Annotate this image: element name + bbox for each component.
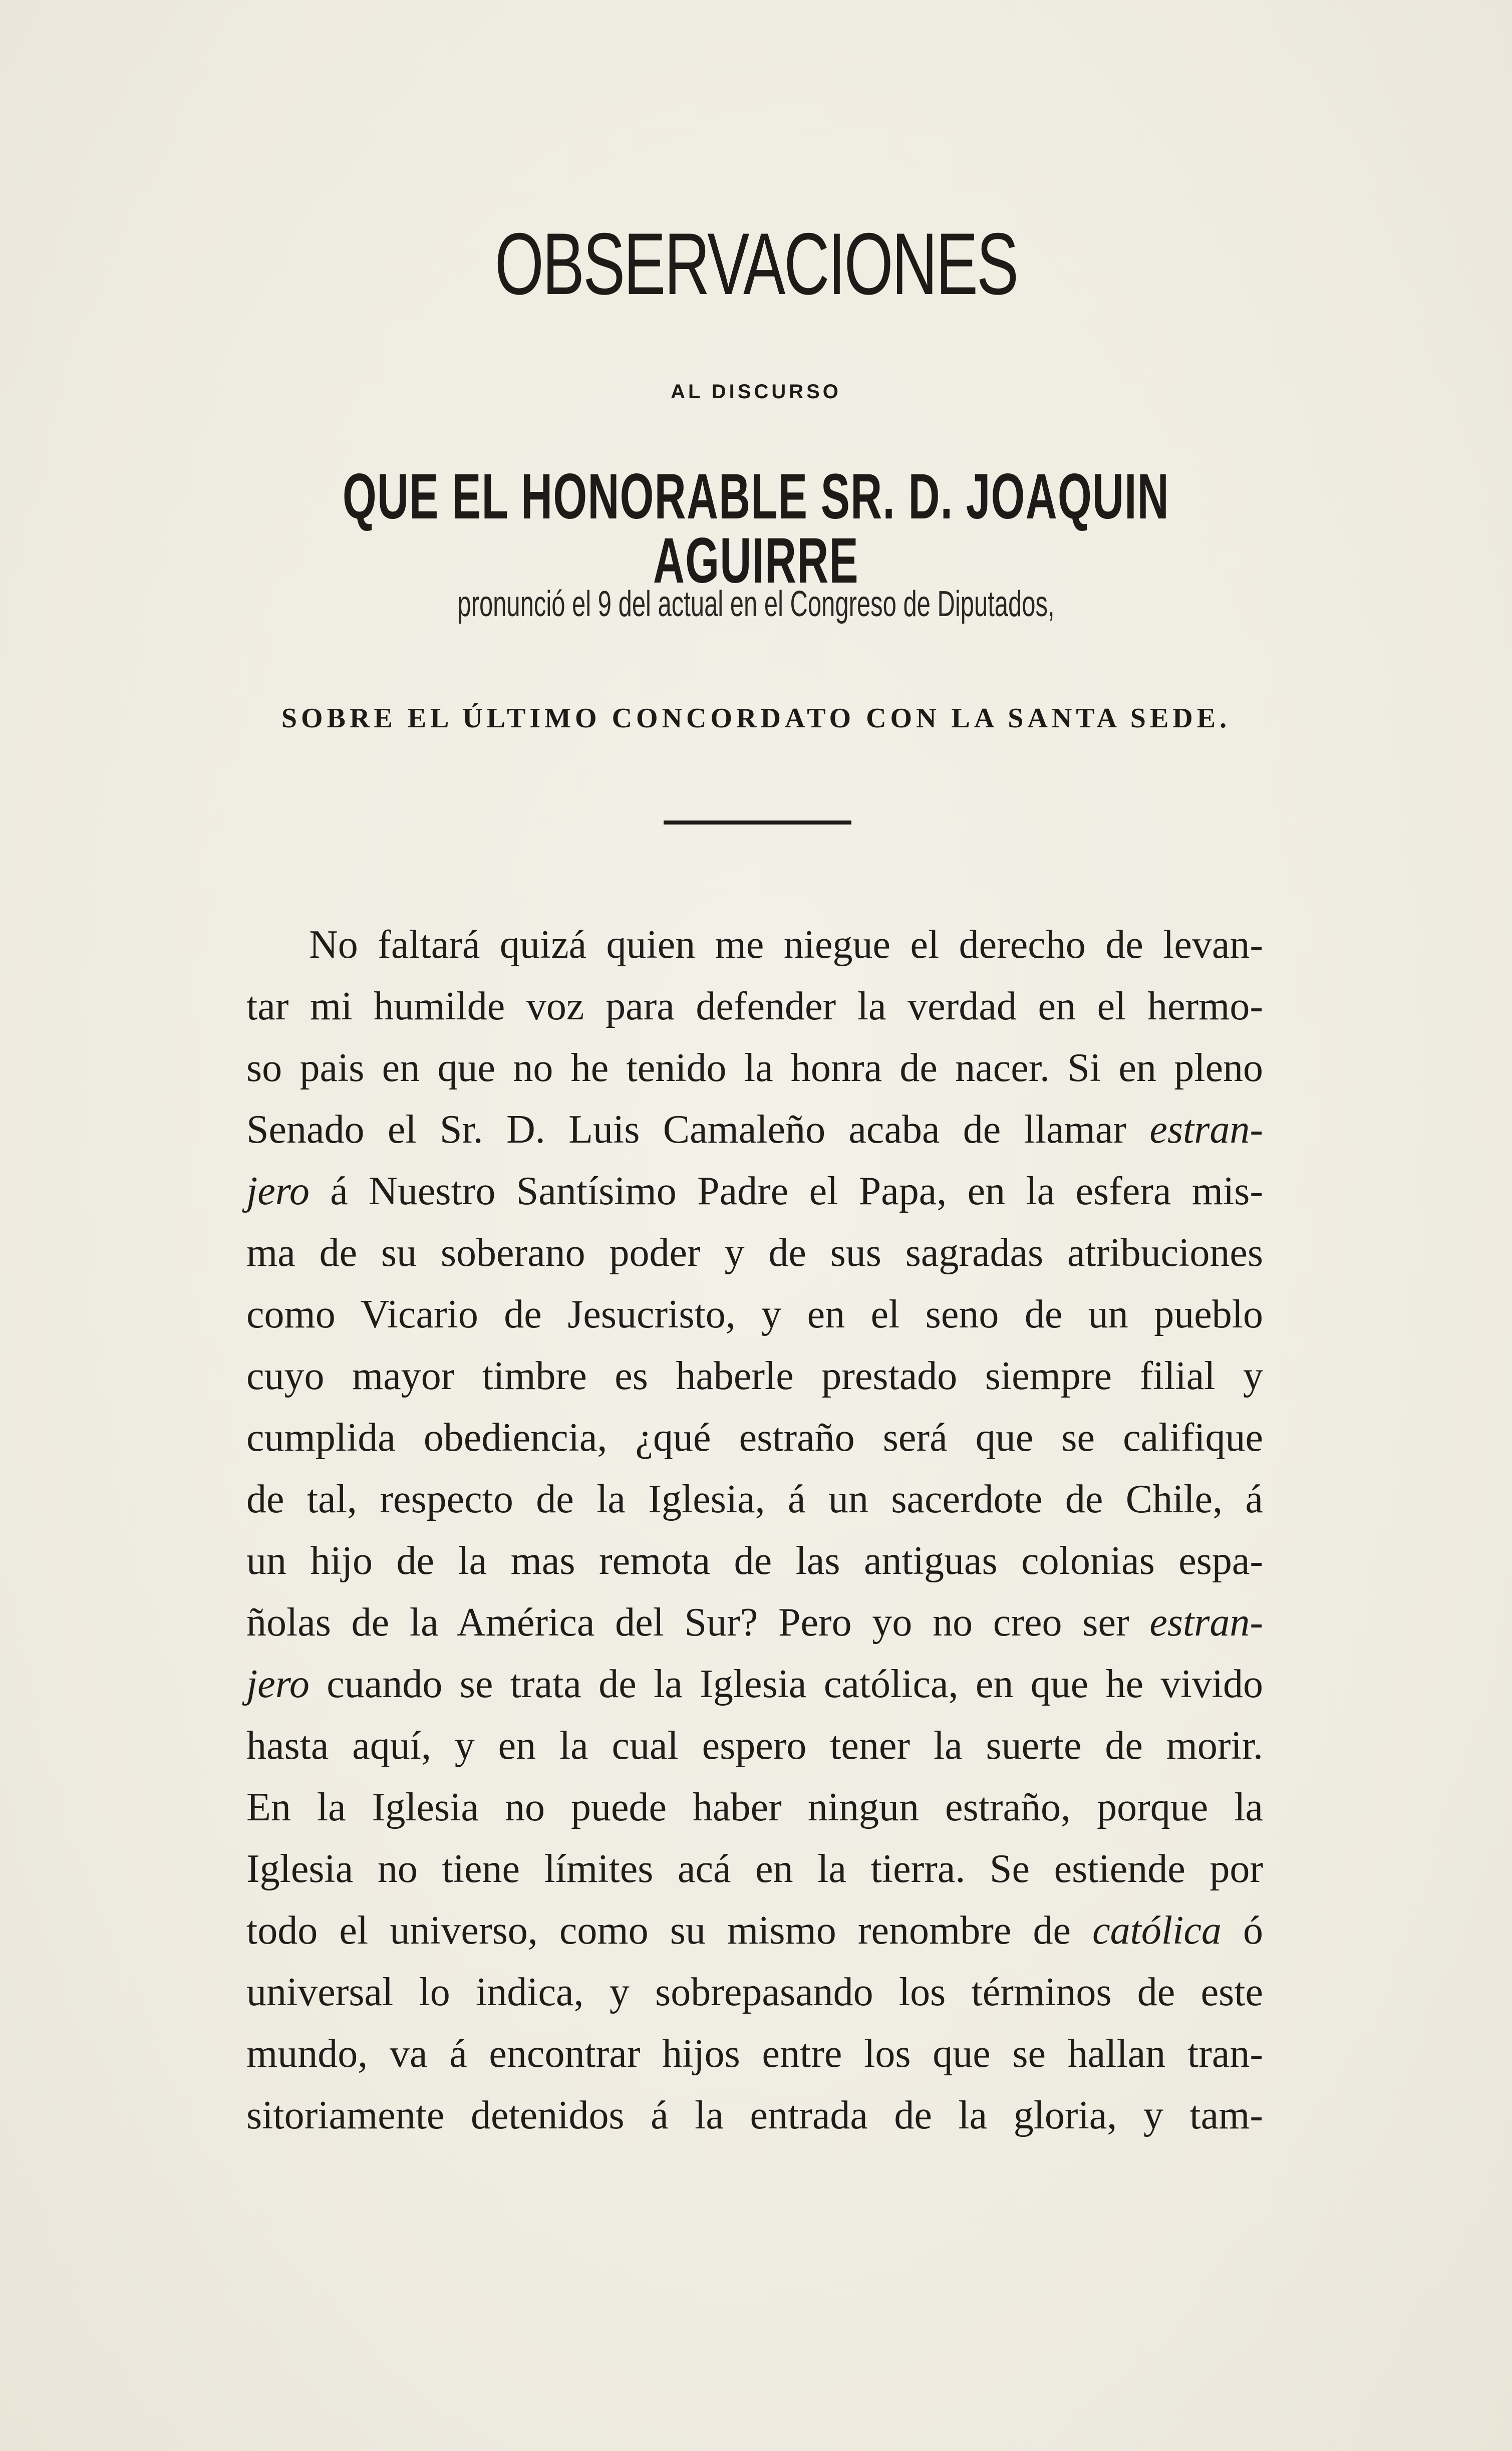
text-segment: á Nuestro Santísimo Padre el Papa, en la esfera mis-	[330, 1169, 1264, 1213]
text-line	[246, 1161, 1263, 1222]
text-line: mundo, va á encontrar hijos entre los que se hallan tran-	[246, 2032, 1263, 2076]
text-line: En la Iglesia no puede haber ningun estraño, porque la	[246, 1785, 1263, 1829]
text-line: cumplida obediencia, ¿qué estraño será que se califique	[246, 1416, 1263, 1460]
italic-word: jero	[246, 1169, 310, 1213]
text-line: cuyo mayor timbre es haberle prestado siempre filial y	[246, 1354, 1263, 1398]
text-line: sitoriamente detenidos á la entrada de la gloria, y tam-	[246, 2093, 1263, 2137]
text-line: hasta aquí, y en la cual espero tener la suerte de morir.	[246, 1724, 1263, 1768]
text-segment: cuando se trata de la Iglesia católica, en que he vivido	[327, 1662, 1264, 1706]
text-line: como Vicario de Jesucristo, y en el seno de un pueblo	[246, 1292, 1263, 1336]
text-line	[246, 1654, 1263, 1715]
text-line: No faltará quizá quien me niegue el derecho de levan-	[309, 923, 1263, 967]
text-line: Iglesia no tiene límites acá en la tierra. Se estiende por	[246, 1847, 1263, 1891]
italic-word: estran-	[1149, 1600, 1264, 1645]
text-line: un hijo de la mas remota de las antiguas colonias espa-	[246, 1539, 1263, 1583]
heading-line-occasion: pronunció el 9 del actual en el Congreso de Diputados,	[457, 584, 1055, 624]
italic-word: jero	[246, 1662, 310, 1706]
text-segment: ñolas de la América del Sur? Pero yo no creo ser	[246, 1600, 1129, 1645]
section-divider	[664, 821, 851, 825]
text-segment: ó	[1243, 1909, 1263, 1953]
text-segment: todo el universo, como su mismo renombre de	[246, 1909, 1071, 1953]
document-title: OBSERVACIONES	[494, 215, 1018, 313]
heading-line-topic: SOBRE EL ÚLTIMO CONCORDATO CON LA SANTA SEDE.	[281, 703, 1231, 734]
italic-word: estran-	[1149, 1108, 1264, 1152]
text-line	[246, 1900, 1263, 1962]
text-line: universal lo indica, y sobrepasando los términos de este	[246, 1970, 1263, 2014]
text-line: ma de su soberano poder y de sus sagradas atribuciones	[246, 1231, 1263, 1275]
heading-line-speaker: QUE EL HONORABLE SR. D. JOAQUIN AGUIRRE	[343, 461, 1169, 597]
text-segment: Senado el Sr. D. Luis Camaleño acaba de llamar	[246, 1108, 1127, 1152]
italic-word: católica	[1092, 1909, 1222, 1953]
text-line	[246, 1099, 1263, 1161]
text-line: so pais en que no he tenido la honra de nacer. Si en pleno	[246, 1046, 1263, 1090]
text-line	[246, 1592, 1263, 1654]
heading-line-al-discurso: AL DISCURSO	[671, 381, 841, 403]
text-line: tar mi humilde voz para defender la verdad en el hermo-	[246, 984, 1263, 1028]
body-paragraph	[246, 914, 1263, 2146]
text-line: de tal, respecto de la Iglesia, á un sacerdote de Chile, á	[246, 1477, 1263, 1521]
